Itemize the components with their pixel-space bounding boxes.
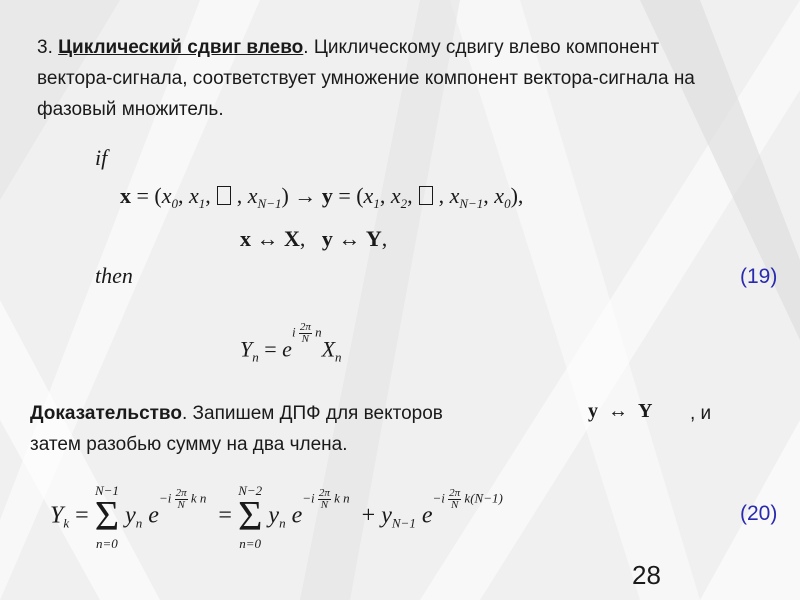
proof-title: Доказательство — [30, 403, 182, 424]
proof-text-after: , и — [690, 403, 712, 424]
proof-inline-formula: y ↔ Y — [588, 400, 653, 422]
slide-page-number: 28 — [632, 560, 661, 590]
proof-line-2: затем разобью сумму на два члена. — [30, 434, 348, 455]
section-number: 3. — [37, 37, 53, 58]
if-keyword: if — [95, 145, 108, 170]
then-keyword: then — [95, 263, 133, 288]
equation-number-19: (19) — [740, 265, 778, 288]
section-text: . Циклическому сдвигу влево компонент вектора-сигнала, соответствует умножение компонент вектора-сигнала на фазовый множитель. — [37, 37, 695, 120]
phase-factor-formula: $Y_n$ = ei $\frac{2\pi}{N}$ $nX_n$ — [240, 321, 342, 365]
dft-correspondence-formula: x ↔ X, y ↔ Y, — [240, 226, 388, 251]
vector-shift-formula: $x = (x_0$, $x_1$, , $x_{N-1}) \to y = (x_1$, $x_2$, , $x_{N-1}$, $x_0$), — [120, 183, 524, 211]
equation-number-20: (20) — [740, 502, 778, 525]
proof-text: . Запишем ДПФ для векторов — [181, 403, 443, 424]
section-paragraph — [37, 32, 717, 125]
section-title: Циклический сдвиг влево — [58, 37, 304, 58]
proof-line-1 — [30, 398, 443, 429]
dft-split-formula: $Y_k$ = N−1 Σ n=0 $y_n$ e−i $\frac{2\pi}{N}$ k n = N−2 Σ n=0 $y_n$ e−i $\frac{2\pi}{N}$ k $n + y_{N-1}$ e−i $\frac{2\pi}{N}$ k(N−1) — [50, 483, 503, 551]
